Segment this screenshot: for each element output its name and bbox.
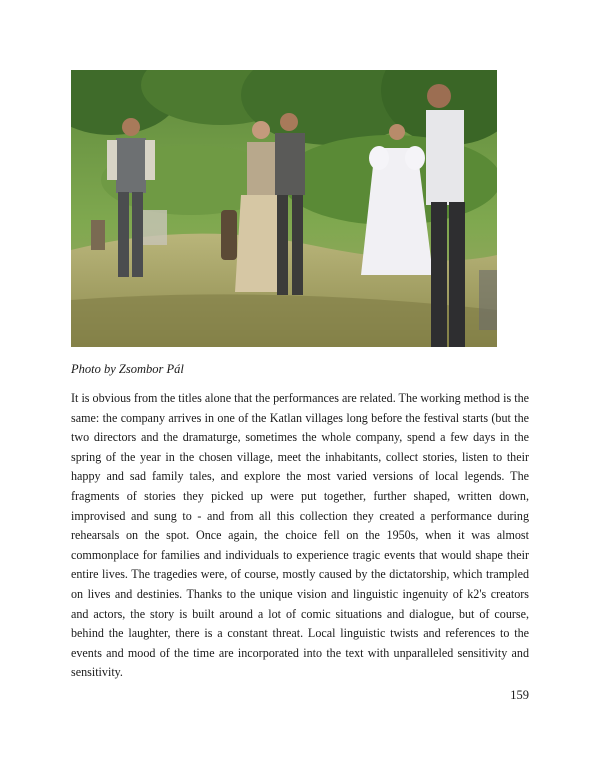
photo-caption: Photo by Zsombor Pál	[71, 362, 184, 376]
body-paragraph: It is obvious from the titles alone that the performances are related. The working method is the same: the company arrives in one of the Katlan villages long before the festival starts (but the two directors and the dramaturge, sometimes the whole company, spend a few days in the spring of the year in the chosen village, meet the inhabitants, collect stories, listen to their happy and sad family tales, and explore the most varied versions of local legends. The fragments of stories they picked up were put together, further shaped, written down, improvised and sung to - and from all this collection they created a performance during rehearsals on the spot. Once again, the choice fell on the 1950s, when it was almost commonplace for families and individuals to experience tragic events that would shape their entire lives. The tragedies were, of course, mostly caused by the dictatorship, which trampled on lives and destinies. Thanks to the unique vision and linguistic ingenuity of k2's creators and actors, the story is built around a lot of comic situations and dialogue, but of course, behind the laughter, there is a constant threat. Local linguistic twists and references to the events and mood of the time are incorporated into the text with unparalleled sensitivity and sensitivity.	[71, 391, 529, 680]
performance-photo	[71, 70, 497, 347]
page-number: 159	[510, 688, 529, 702]
